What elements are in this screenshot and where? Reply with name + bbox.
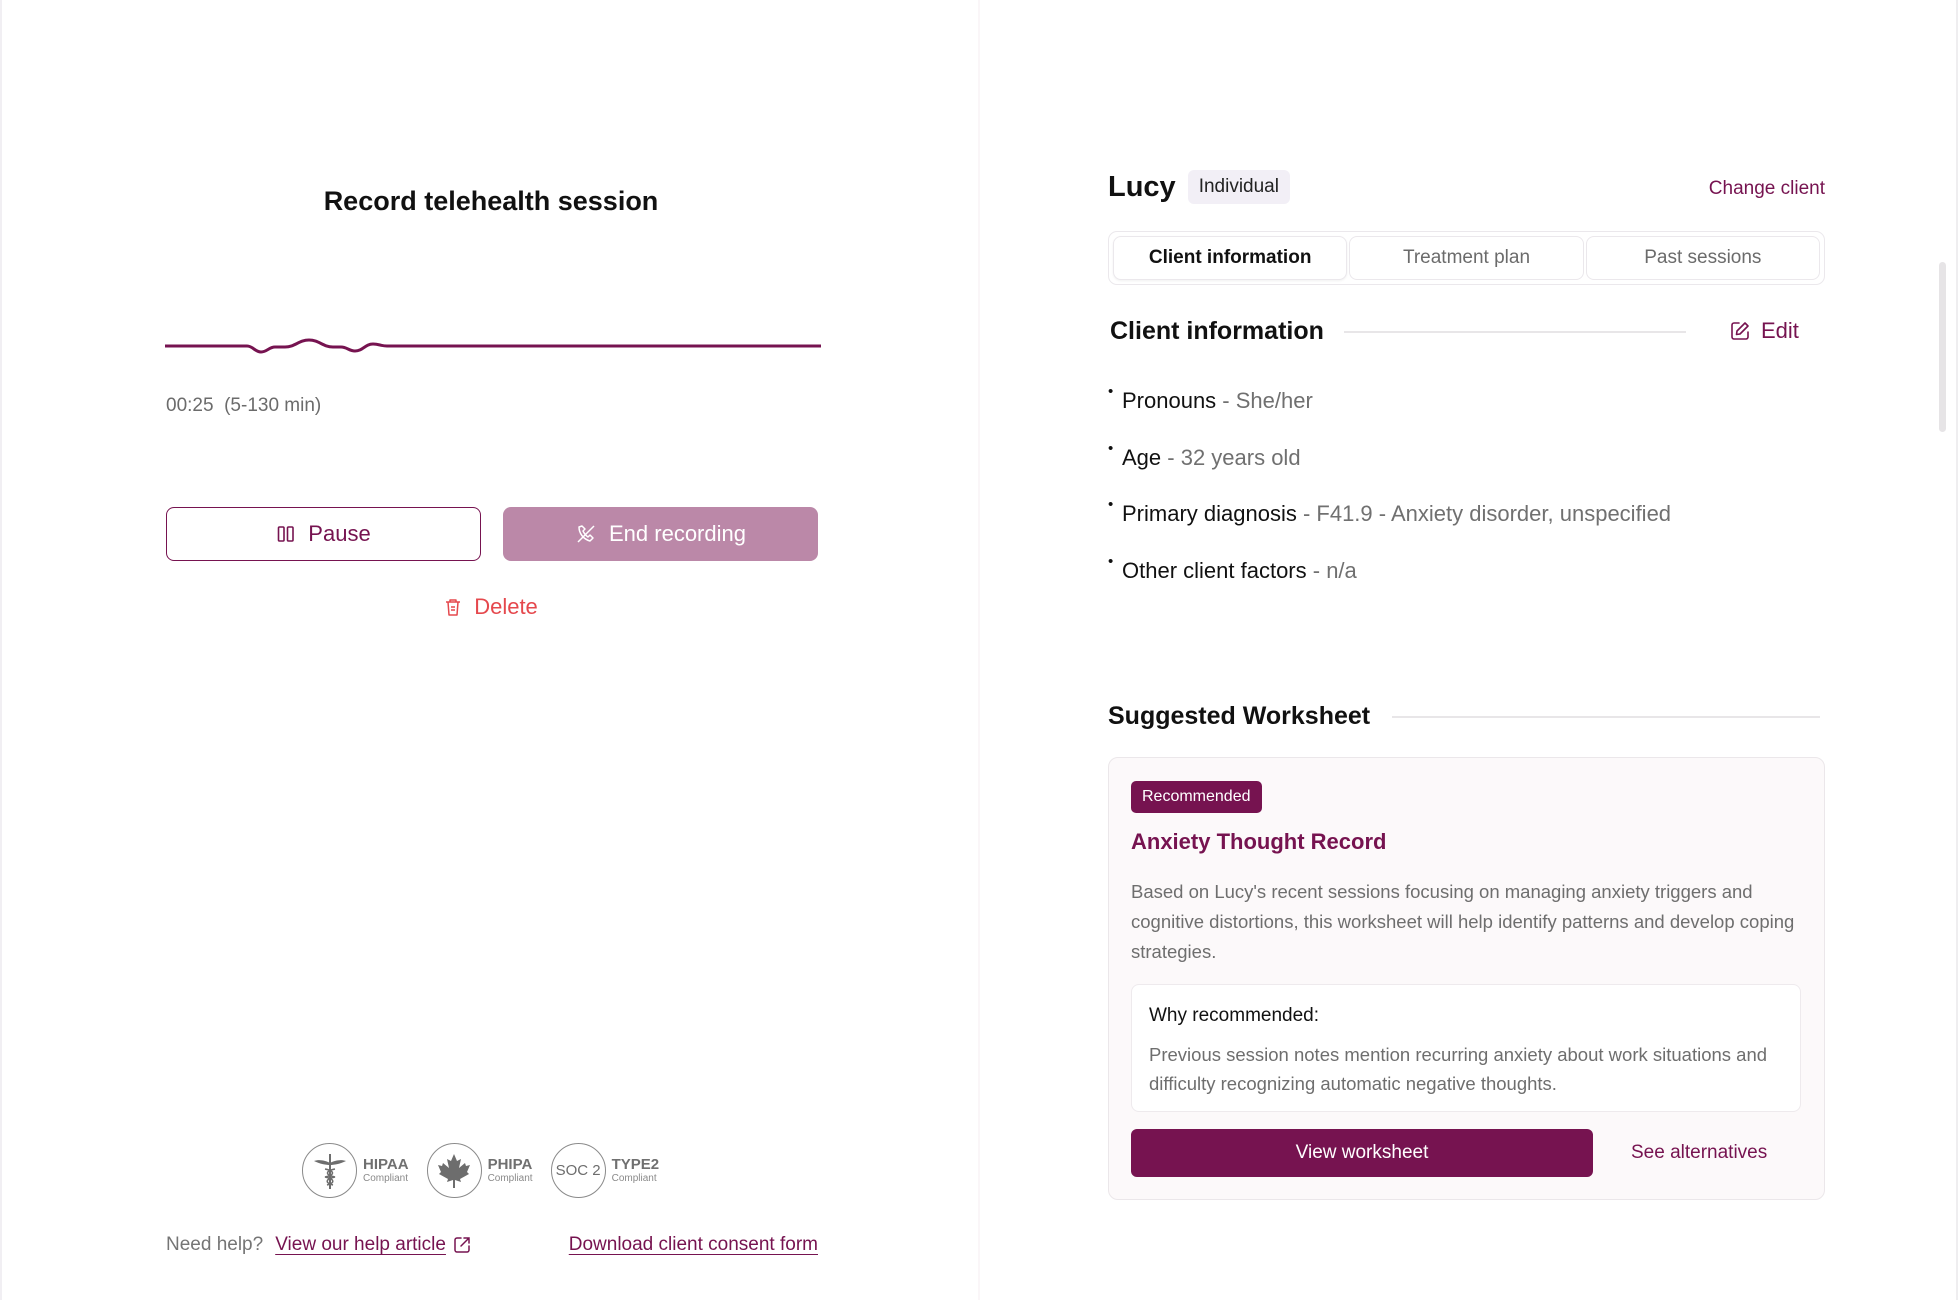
view-worksheet-button[interactable]: View worksheet (1131, 1129, 1593, 1177)
end-recording-label: End recording (609, 521, 746, 546)
info-pronouns: • Pronouns - She/her (1108, 388, 1671, 445)
section-divider (1344, 331, 1686, 333)
tab-treatment-plan[interactable]: Treatment plan (1349, 236, 1583, 280)
client-name: Lucy (1108, 170, 1176, 203)
worksheet-description: Based on Lucy's recent sessions focusing on managing anxiety triggers and cognitive distortions, this worksheet will help identify patterns and develop coping strategies. (1131, 881, 1795, 962)
info-primary-diagnosis: • Primary diagnosis - F41.9 - Anxiety disorder, unspecified (1108, 501, 1671, 558)
client-type-badge: Individual (1188, 170, 1290, 204)
external-link-icon[interactable] (452, 1235, 472, 1255)
client-header (1108, 170, 1290, 204)
why-recommended-title: Why recommended: (1149, 1005, 1320, 1026)
help-row (166, 1234, 818, 1256)
soc2-badge: SOC 2 TYPE2 Compliant (551, 1143, 660, 1198)
soc2-icon: SOC 2 (551, 1143, 606, 1198)
worksheet-card (1108, 757, 1825, 1200)
tab-past-sessions[interactable]: Past sessions (1586, 236, 1820, 280)
hipaa-label: HIPAA (363, 1155, 409, 1173)
audio-waveform (165, 330, 821, 362)
recommended-badge: Recommended (1131, 781, 1262, 813)
recorder-title: Record telehealth session (323, 186, 659, 216)
phipa-badge: PHIPA Compliant (427, 1143, 533, 1198)
phipa-label: PHIPA (487, 1155, 533, 1173)
soc2-label: TYPE2 (611, 1155, 660, 1173)
worksheet-heading: Suggested Worksheet (1108, 702, 1371, 730)
info-other-factors: • Other client factors - n/a (1108, 558, 1671, 615)
why-recommended-box (1131, 984, 1801, 1112)
consent-form-link[interactable]: Download client consent form (568, 1234, 818, 1255)
worksheet-title: Anxiety Thought Record (1131, 829, 1387, 854)
recording-timer: 00:25 (5-130 min) (166, 395, 322, 416)
end-recording-button[interactable] (503, 507, 818, 561)
info-age: • Age - 32 years old (1108, 445, 1671, 502)
pause-button[interactable] (166, 507, 481, 561)
phone-off-icon (575, 523, 597, 545)
client-info-heading: Client information (1110, 317, 1324, 345)
client-tabs (1108, 231, 1825, 285)
hipaa-badge: HIPAA Compliant (302, 1143, 409, 1198)
delete-label: Delete (474, 594, 538, 619)
delete-button[interactable] (2, 594, 980, 620)
help-label: Need help? (166, 1234, 264, 1255)
client-info-header (1110, 317, 1686, 346)
change-client-link[interactable]: Change client (1708, 178, 1825, 199)
help-article-link[interactable]: View our help article (275, 1234, 446, 1255)
section-divider (1392, 716, 1820, 718)
why-recommended-text: Previous session notes mention recurring anxiety about work situations and difficulty recognizing automatic negative thoughts. (1149, 1044, 1768, 1094)
pause-label: Pause (308, 521, 371, 546)
client-panel (980, 0, 1958, 1300)
scrollbar-thumb[interactable] (1939, 262, 1946, 432)
trash-icon (444, 597, 462, 617)
compliance-badges (302, 1143, 659, 1198)
edit-label: Edit (1761, 318, 1799, 343)
tab-client-information[interactable]: Client information (1113, 236, 1347, 280)
edit-icon (1729, 320, 1751, 342)
maple-leaf-icon (427, 1143, 482, 1198)
client-info-list (1108, 388, 1671, 614)
caduceus-icon (302, 1143, 357, 1198)
edit-button[interactable] (1729, 318, 1799, 344)
see-alternatives-link[interactable]: See alternatives (1631, 1142, 1768, 1163)
worksheet-header (1108, 702, 1820, 731)
pause-icon (276, 524, 296, 544)
recorder-panel (0, 0, 978, 1300)
